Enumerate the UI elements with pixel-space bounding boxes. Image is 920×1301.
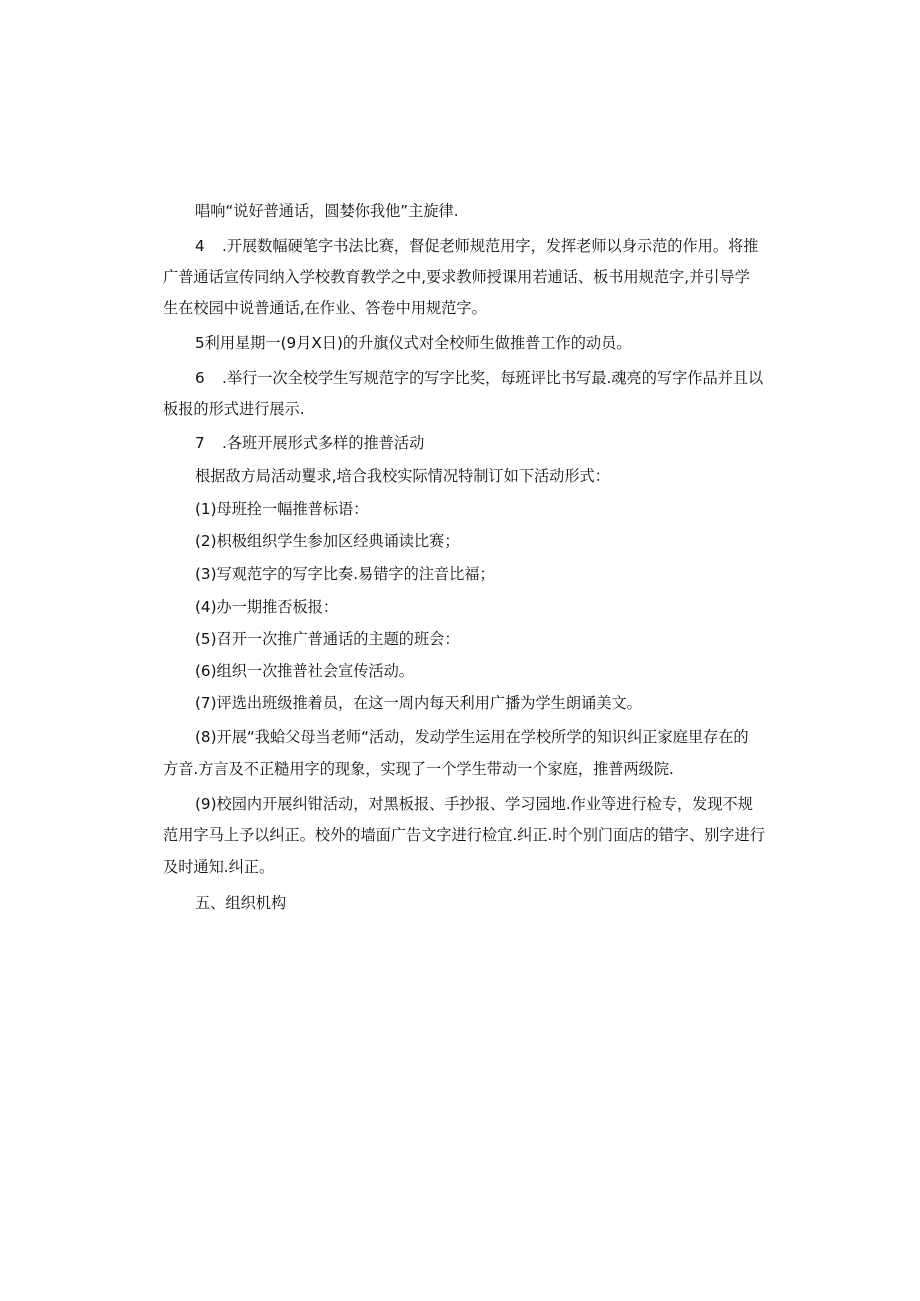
item-text: .各班开展形式多样的推普活动 <box>222 434 425 452</box>
item-number: 4 <box>195 237 205 255</box>
activity-7: (7)评选出班级推着员，在这一周内每天利用广播为学生朗诵美文。 <box>195 694 642 712</box>
activity-6: (6)组织一次推普社会宣传活动。 <box>195 662 414 680</box>
activities-intro: 根据敌方局活动矍求,培合我校实际情况特制订如下活动形式： <box>195 467 610 485</box>
item-4-line-2: 广普通话宣传同纳入学校教育教学之中,要求教师授课用若逋话、板书用规范字,并引导学 <box>163 268 750 286</box>
item-6-line-2: 板报的形式进行展示. <box>163 400 305 418</box>
item-number: 6 <box>195 369 205 387</box>
item-5: 5利用星期一(9月X日)的升旗仪式对全校师生做推普工作的动员。 <box>195 334 632 352</box>
activity-3: (3)写观范字的写字比奏.易错字的注音比福； <box>195 565 495 583</box>
activity-8-line-2: 方音.方言及不正糙用字的现象，实现了一个学生带动一个家庭，推普两级院. <box>163 760 674 778</box>
activity-2: (2)枳极组织学生参加区经典诵读比赛； <box>195 532 460 550</box>
item-4-line-3: 生在校园中说普通话,在作业、答卷中用规范字。 <box>163 299 487 317</box>
activity-1: (1)母班拴一幅推普标语： <box>195 500 369 518</box>
activity-5: (5)召开一次推广普通话的主题的班会： <box>195 630 460 648</box>
item-7 <box>195 432 773 454</box>
paragraph-slogan: 唱响“说好普通话，圆婪你我他”主旋律. <box>195 202 459 220</box>
item-text: .举行一次全校学生写规范字的写字比奖，每班评比书写最.魂亮的写字作品并且以 <box>222 369 764 387</box>
item-number: 7 <box>195 434 205 452</box>
activity-4: (4)办一期推否板报： <box>195 598 339 616</box>
activity-9-line-1: (9)校园内开展纠钳活动，对黑板报、手抄报、学习园地.作业等进行检专，发现不规 <box>195 795 753 813</box>
activity-9-line-3: 及时通知.纠正。 <box>163 858 275 876</box>
activity-9-line-2: 范用字马上予以纠正。校外的墙面广告文字进行检宜.纠正.时个别门面店的错字、别字进行 <box>163 826 765 844</box>
item-4-first-line <box>195 235 773 257</box>
item-6-first-line <box>195 367 773 389</box>
section-heading: 五、组织机构 <box>195 894 287 912</box>
item-text: .开展数幅硬笔字书法比赛，督促老师规范用字，发挥老师以身示范的作用。将推 <box>222 237 759 255</box>
activity-8-line-1: (8)开展“我蛤父母当老师“活动，发动学生运用在学校所学的知识纠正家庭里存在的 <box>195 728 749 746</box>
